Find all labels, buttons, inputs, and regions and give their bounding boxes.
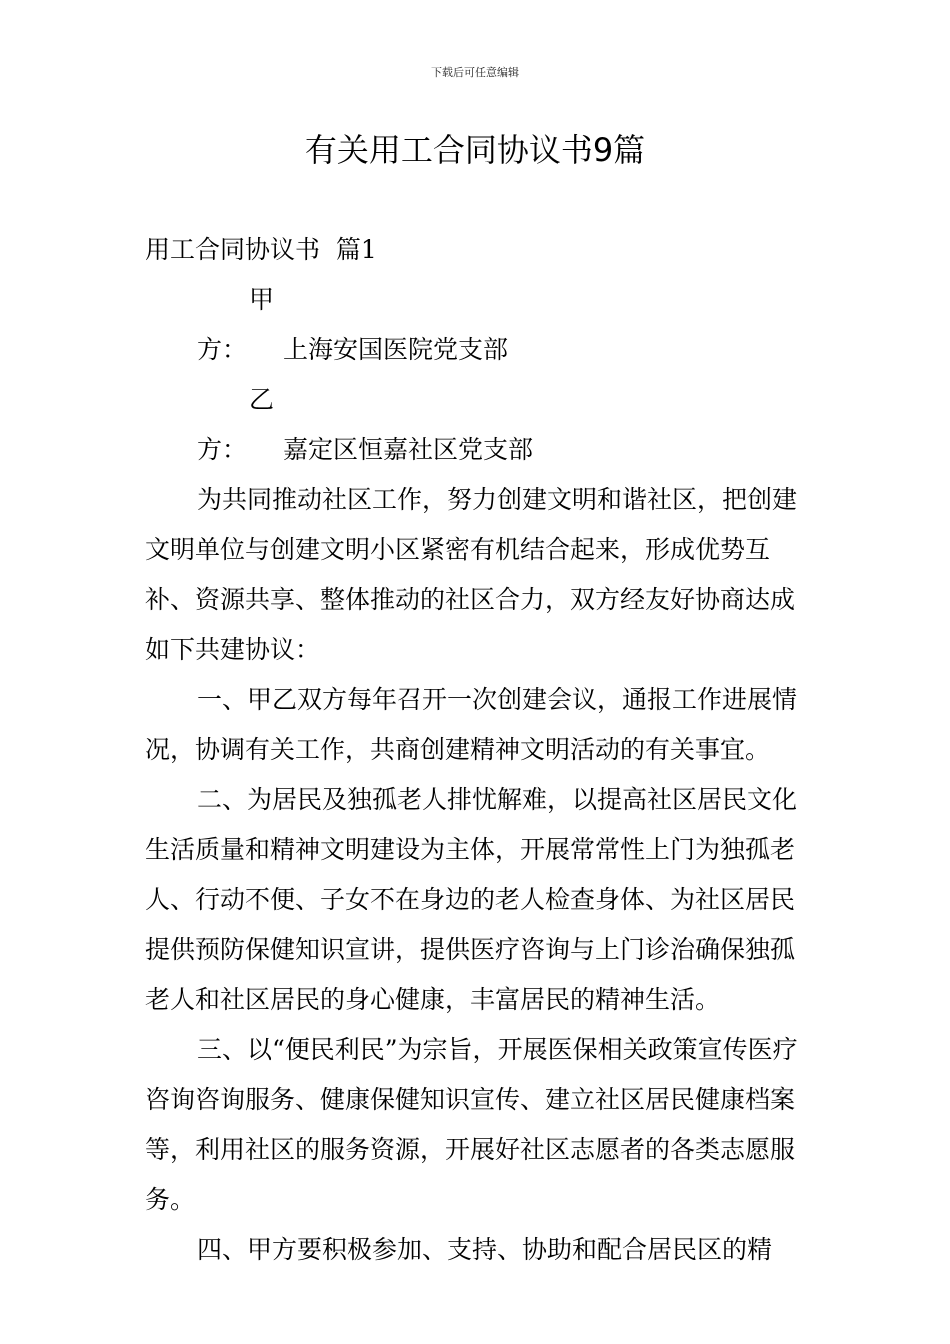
paragraph-clause-2: 二、为居民及独孤老人排忧解难，以提高社区居民文化生活质量和精神文明建设为主体，开展常常性上门为独孤老人、行动不便、子女不在身边的老人检查身体、为社区居民提供预防保健知识宣讲，提供医疗咨询与上门诊治确保独孤老人和社区居民的身心健康，丰富居民的精神生活。 bbox=[145, 785, 798, 1014]
paragraph-clause-4: 四、甲方要积极参加、支持、协助和配合居民区的精 bbox=[197, 1235, 773, 1264]
document-body bbox=[145, 225, 810, 1275]
party-b-value: 嘉定区恒嘉社区党支部 bbox=[283, 435, 534, 464]
section-heading: 用工合同协议书 篇1 bbox=[145, 235, 377, 264]
header-note: 下载后可任意编辑 bbox=[431, 66, 519, 79]
party-a-label: 甲方： bbox=[197, 285, 275, 364]
document-title: 有关用工合同协议书9篇 bbox=[304, 131, 646, 169]
paragraph-clause-3: 三、以“便民利民”为宗旨，开展医保相关政策宣传医疗咨询咨询服务、健康保健知识宣传、建立社区居民健康档案等，利用社区的服务资源，开展好社区志愿者的各类志愿服务。 bbox=[145, 1035, 798, 1214]
party-a-line bbox=[145, 275, 810, 375]
paragraph-clause-1: 一、甲乙双方每年召开一次创建会议，通报工作进展情况，协调有关工作，共商创建精神文明活动的有关事宜。 bbox=[145, 685, 798, 764]
party-a-value: 上海安国医院党支部 bbox=[283, 335, 509, 364]
party-b-label: 乙方： bbox=[197, 385, 275, 464]
paragraph-intro: 为共同推动社区工作，努力创建文明和谐社区，把创建文明单位与创建文明小区紧密有机结合起来，形成优势互补、资源共享、整体推动的社区合力，双方经友好协商达成如下共建协议： bbox=[145, 485, 798, 664]
party-b-line bbox=[145, 375, 810, 475]
